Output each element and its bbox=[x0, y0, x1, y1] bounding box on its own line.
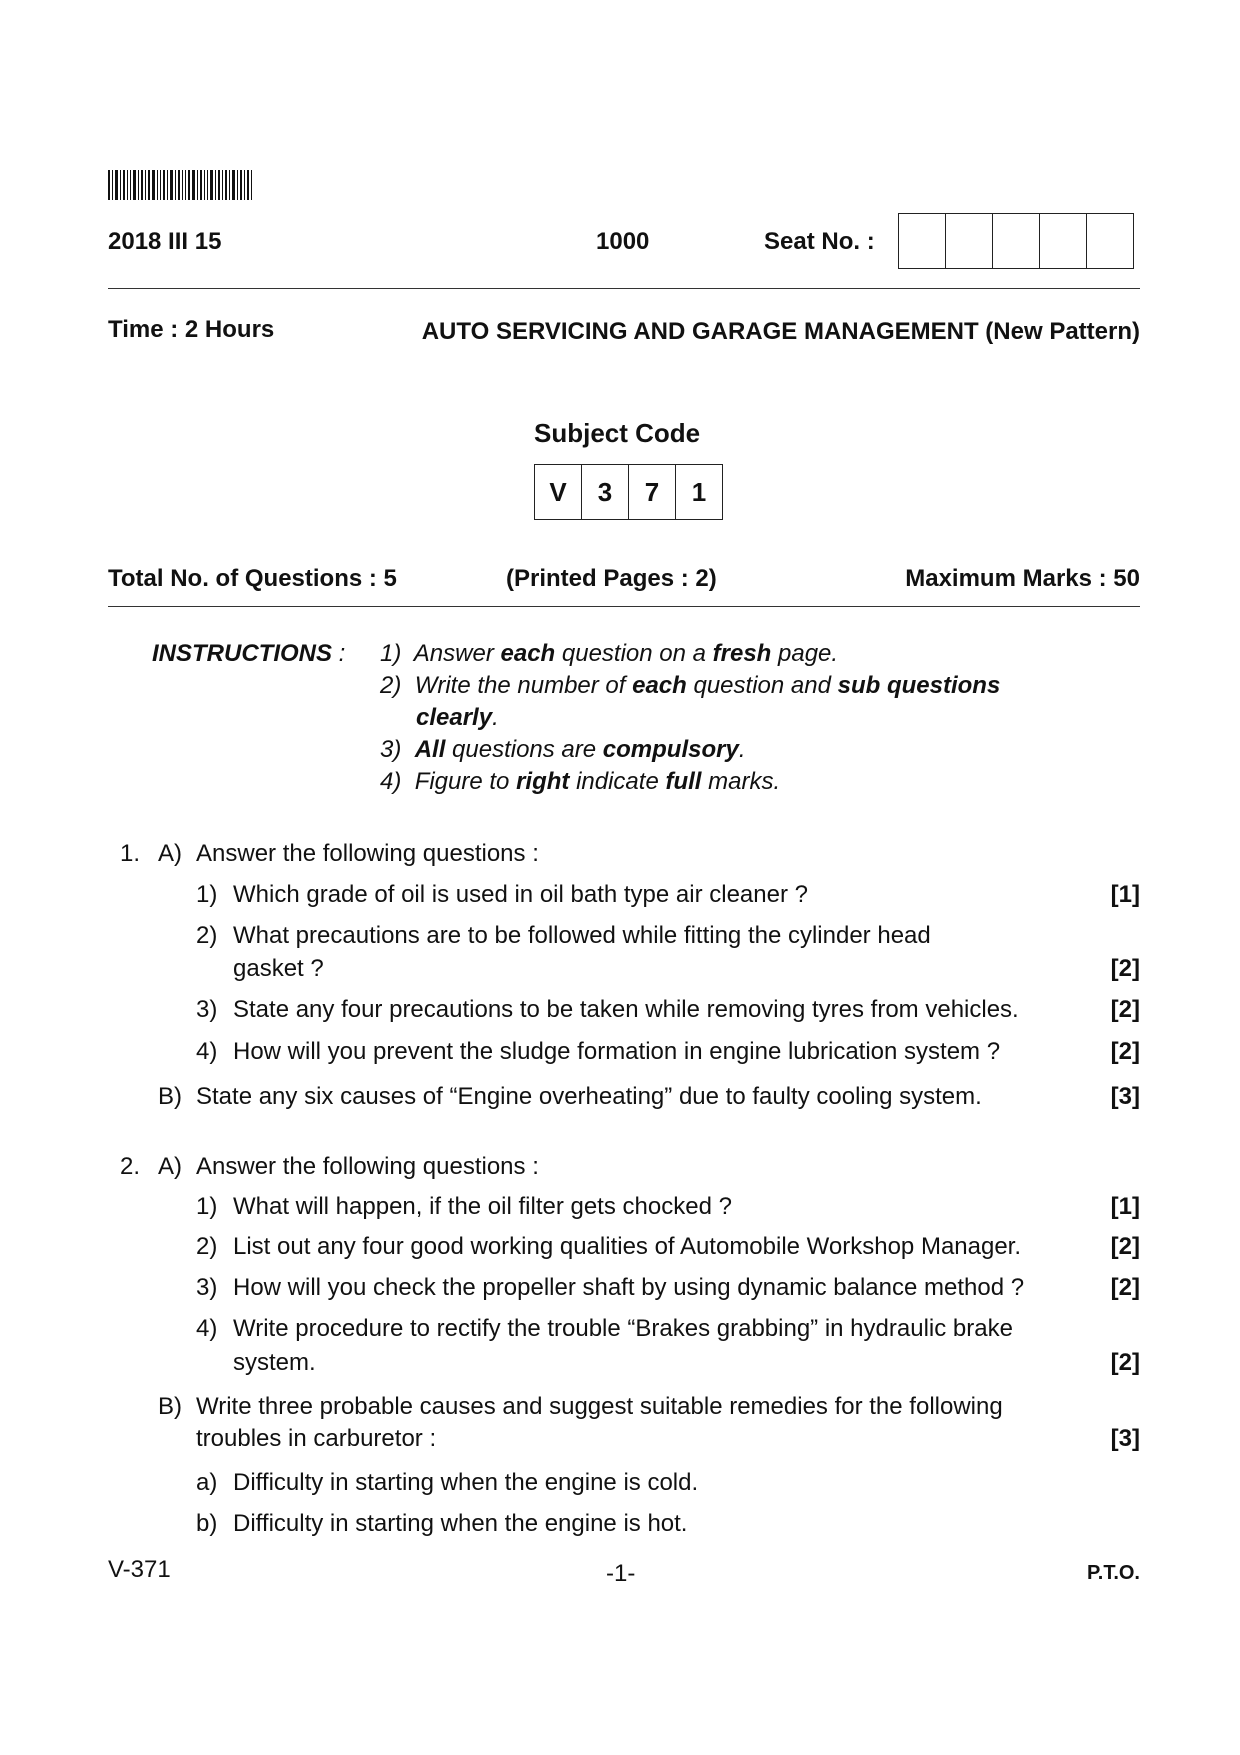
sub-question-text: How will you prevent the sludge formation in engine lubrication system ? bbox=[233, 1038, 1001, 1065]
seat-box[interactable] bbox=[946, 214, 993, 268]
subject-code-char: V bbox=[535, 465, 582, 519]
instruction-item: 4) Figure to right indicate full marks. bbox=[380, 768, 781, 795]
question-marks: [2] bbox=[1110, 1274, 1140, 1301]
pto-label: P.T.O. bbox=[1087, 1562, 1140, 1584]
question-marks: [2] bbox=[1110, 1233, 1140, 1260]
seat-box[interactable] bbox=[1087, 214, 1133, 268]
copies-count: 1000 bbox=[596, 228, 650, 255]
question-marks: [3] bbox=[1110, 1083, 1140, 1110]
sub-question-text: How will you check the propeller shaft by using dynamic balance method ? bbox=[233, 1274, 1025, 1301]
instruction-item: 1) Answer each question on a fresh page. bbox=[380, 640, 839, 667]
sub-question-text: List out any four good working qualities of Automobile Workshop Manager. bbox=[233, 1233, 1022, 1260]
part-text: State any six causes of “Engine overheating” due to faulty cooling system. bbox=[196, 1083, 982, 1110]
sub-question-number: 4) bbox=[196, 1038, 218, 1065]
subject-code-char: 3 bbox=[582, 465, 629, 519]
part-text: Answer the following questions : bbox=[196, 840, 539, 867]
sub-question-text: What precautions are to be followed while fitting the cylinder head bbox=[233, 922, 931, 949]
sub-item-label: a) bbox=[196, 1469, 218, 1496]
sub-question-text-continued: gasket ? bbox=[233, 955, 324, 982]
sub-question-number: 1) bbox=[196, 1193, 218, 1220]
question-marks: [3] bbox=[1110, 1425, 1140, 1452]
sub-question-number: 2) bbox=[196, 922, 218, 949]
part-text: Answer the following questions : bbox=[196, 1153, 539, 1180]
totals-divider bbox=[108, 606, 1140, 607]
total-questions: Total No. of Questions : 5 bbox=[108, 565, 397, 592]
subject-code-char: 1 bbox=[691, 476, 707, 507]
part-text: Write three probable causes and suggest suitable remedies for the following bbox=[196, 1393, 1003, 1420]
question-number: 2. bbox=[120, 1153, 141, 1180]
instruction-item: 3) All questions are compulsory. bbox=[380, 736, 746, 763]
sub-item-text: Difficulty in starting when the engine is cold. bbox=[233, 1469, 699, 1496]
sub-question-text-continued: system. bbox=[233, 1349, 316, 1376]
subject-code-char: 7 bbox=[629, 465, 676, 519]
seat-box[interactable] bbox=[993, 214, 1040, 268]
question-marks: [2] bbox=[1110, 1038, 1140, 1065]
sub-question-text: State any four precautions to be taken while removing tyres from vehicles. bbox=[233, 996, 1019, 1023]
instruction-item-continued: clearly. bbox=[416, 704, 499, 731]
question-marks: [2] bbox=[1110, 996, 1140, 1023]
sub-question-text: What will happen, if the oil filter gets chocked ? bbox=[233, 1193, 732, 1220]
page-number: -1- bbox=[606, 1560, 636, 1587]
header-divider bbox=[108, 288, 1140, 289]
sub-question-number: 3) bbox=[196, 1274, 218, 1301]
part-label: A) bbox=[158, 840, 182, 867]
sub-question-text: Which grade of oil is used in oil bath type air cleaner ? bbox=[233, 881, 808, 908]
seat-label: Seat No. : bbox=[764, 228, 875, 255]
sub-question-text: Write procedure to rectify the trouble “Brakes grabbing” in hydraulic brake bbox=[233, 1315, 1013, 1342]
part-text-continued: troubles in carburetor : bbox=[196, 1425, 437, 1452]
question-number: 1. bbox=[120, 840, 141, 867]
sub-question-number: 2) bbox=[196, 1233, 218, 1260]
question-marks: [2] bbox=[1110, 1349, 1140, 1376]
question-marks: [2] bbox=[1110, 955, 1140, 982]
footer-code: V-371 bbox=[108, 1556, 171, 1583]
maximum-marks: Maximum Marks : 50 bbox=[905, 565, 1140, 592]
question-marks: [1] bbox=[1110, 881, 1140, 908]
seat-box[interactable] bbox=[899, 214, 946, 268]
subject-code-label: Subject Code bbox=[534, 418, 701, 448]
instructions-label: INSTRUCTIONS : bbox=[152, 640, 346, 667]
subject-title: AUTO SERVICING AND GARAGE MANAGEMENT (New Pattern) bbox=[421, 318, 1140, 345]
barcode bbox=[108, 170, 302, 200]
part-label: B) bbox=[158, 1083, 182, 1110]
time-label: Time : 2 Hours bbox=[108, 316, 275, 343]
sub-question-number: 4) bbox=[196, 1315, 218, 1342]
part-label: A) bbox=[158, 1153, 182, 1180]
question-marks: [1] bbox=[1110, 1193, 1140, 1220]
seat-number-boxes[interactable] bbox=[898, 213, 1134, 269]
sub-item-label: b) bbox=[196, 1510, 218, 1537]
instruction-item: 2) Write the number of each question and sub questions bbox=[380, 672, 1001, 699]
printed-pages: (Printed Pages : 2) bbox=[506, 565, 717, 592]
part-label: B) bbox=[158, 1393, 182, 1420]
sub-question-number: 3) bbox=[196, 996, 218, 1023]
exam-code: 2018 III 15 bbox=[108, 228, 222, 255]
seat-box[interactable] bbox=[1040, 214, 1087, 268]
sub-item-text: Difficulty in starting when the engine is hot. bbox=[233, 1510, 688, 1537]
subject-code-boxes bbox=[534, 464, 723, 520]
sub-question-number: 1) bbox=[196, 881, 218, 908]
